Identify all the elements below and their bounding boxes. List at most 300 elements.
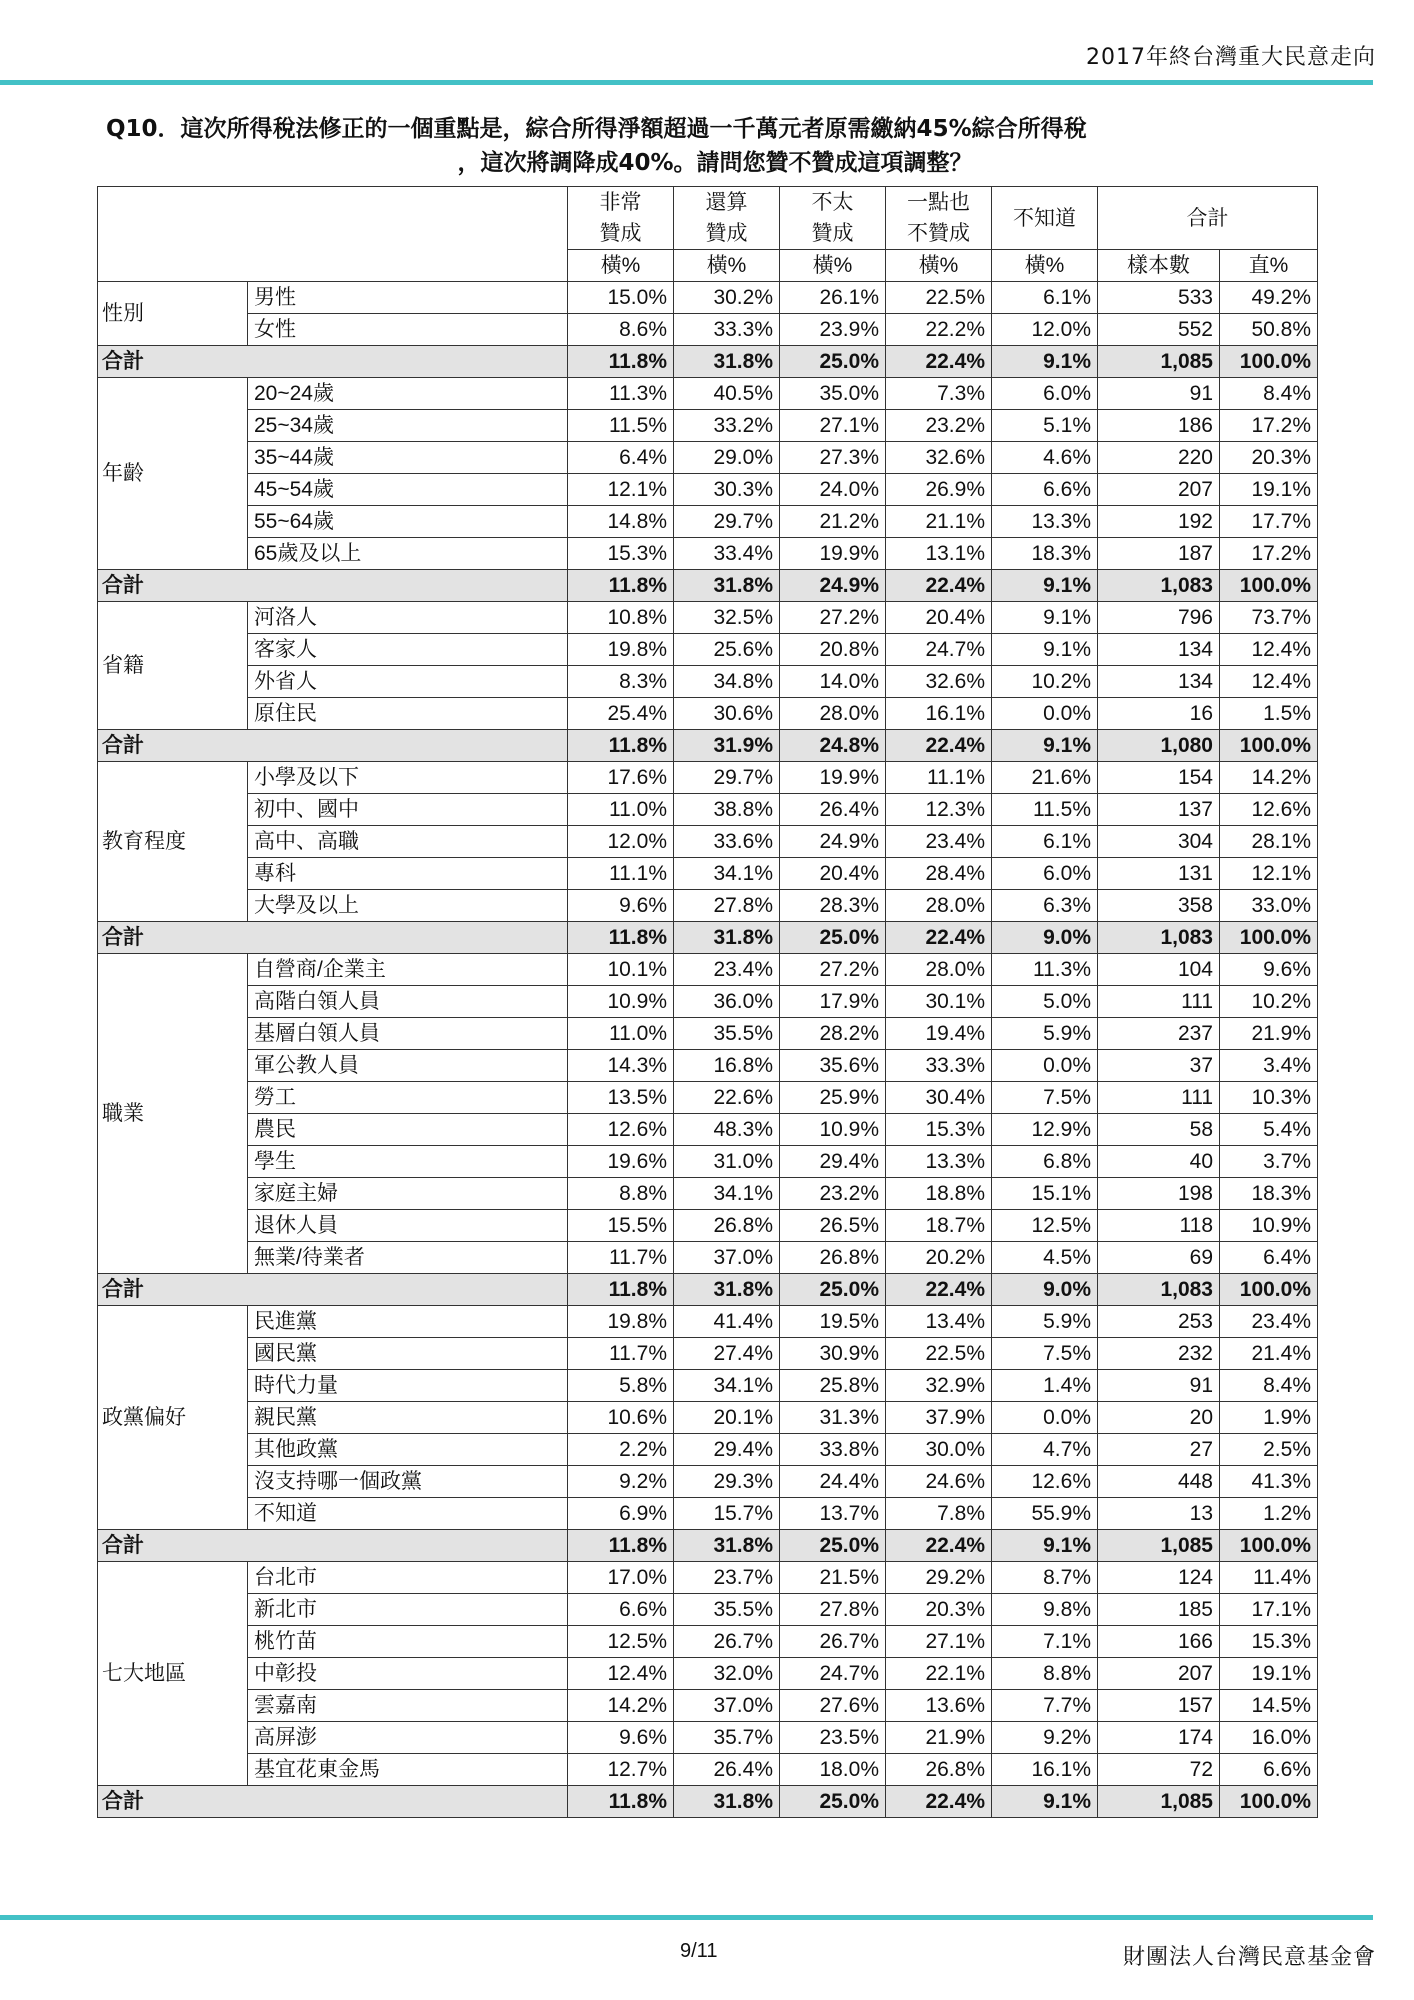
value-cell: 2.2% bbox=[568, 1434, 674, 1466]
value-cell: 0.0% bbox=[992, 698, 1098, 730]
table-row bbox=[98, 314, 1318, 346]
table-row bbox=[98, 1402, 1318, 1434]
total-row bbox=[98, 1274, 1318, 1306]
category-label: 雲嘉南 bbox=[248, 1690, 568, 1722]
question-text bbox=[90, 112, 1340, 180]
value-cell: 9.2% bbox=[568, 1466, 674, 1498]
category-label: 高屏澎 bbox=[248, 1722, 568, 1754]
category-label: 軍公教人員 bbox=[248, 1050, 568, 1082]
value-cell: 40 bbox=[1098, 1146, 1220, 1178]
category-label: 基宜花東金馬 bbox=[248, 1754, 568, 1786]
category-label: 客家人 bbox=[248, 634, 568, 666]
value-cell: 19.6% bbox=[568, 1146, 674, 1178]
value-cell: 20.3% bbox=[1220, 442, 1318, 474]
category-label: 高階白領人員 bbox=[248, 986, 568, 1018]
category-label: 時代力量 bbox=[248, 1370, 568, 1402]
value-cell: 11.7% bbox=[568, 1338, 674, 1370]
group-label: 職業 bbox=[98, 954, 248, 1274]
value-cell: 30.4% bbox=[886, 1082, 992, 1114]
category-label: 女性 bbox=[248, 314, 568, 346]
value-cell: 29.3% bbox=[674, 1466, 780, 1498]
total-value-cell: 31.8% bbox=[674, 570, 780, 602]
value-cell: 5.0% bbox=[992, 986, 1098, 1018]
value-cell: 9.2% bbox=[992, 1722, 1098, 1754]
value-cell: 27 bbox=[1098, 1434, 1220, 1466]
total-value-cell: 11.8% bbox=[568, 730, 674, 762]
value-cell: 27.8% bbox=[780, 1594, 886, 1626]
value-cell: 448 bbox=[1098, 1466, 1220, 1498]
value-cell: 17.2% bbox=[1220, 538, 1318, 570]
category-label: 35~44歲 bbox=[248, 442, 568, 474]
value-cell: 24.0% bbox=[780, 474, 886, 506]
value-cell: 20.2% bbox=[886, 1242, 992, 1274]
value-cell: 12.5% bbox=[992, 1210, 1098, 1242]
table-row bbox=[98, 858, 1318, 890]
category-label: 勞工 bbox=[248, 1082, 568, 1114]
category-label: 大學及以上 bbox=[248, 890, 568, 922]
total-value-cell: 22.4% bbox=[886, 1786, 992, 1818]
value-cell: 18.3% bbox=[992, 538, 1098, 570]
total-value-cell: 1,083 bbox=[1098, 1274, 1220, 1306]
category-label: 高中、高職 bbox=[248, 826, 568, 858]
value-cell: 185 bbox=[1098, 1594, 1220, 1626]
table-row bbox=[98, 474, 1318, 506]
table-row bbox=[98, 794, 1318, 826]
category-label: 新北市 bbox=[248, 1594, 568, 1626]
value-cell: 91 bbox=[1098, 378, 1220, 410]
value-cell: 8.4% bbox=[1220, 1370, 1318, 1402]
value-cell: 28.3% bbox=[780, 890, 886, 922]
value-cell: 35.6% bbox=[780, 1050, 886, 1082]
value-cell: 33.0% bbox=[1220, 890, 1318, 922]
value-cell: 1.4% bbox=[992, 1370, 1098, 1402]
value-cell: 6.6% bbox=[992, 474, 1098, 506]
value-cell: 20.1% bbox=[674, 1402, 780, 1434]
value-cell: 186 bbox=[1098, 410, 1220, 442]
value-cell: 6.6% bbox=[568, 1594, 674, 1626]
table-row bbox=[98, 1626, 1318, 1658]
total-value-cell: 9.0% bbox=[992, 1274, 1098, 1306]
total-label: 合計 bbox=[98, 1274, 568, 1306]
value-cell: 33.8% bbox=[780, 1434, 886, 1466]
value-cell: 21.5% bbox=[780, 1562, 886, 1594]
value-cell: 55.9% bbox=[992, 1498, 1098, 1530]
total-label: 合計 bbox=[98, 570, 568, 602]
value-cell: 11.7% bbox=[568, 1242, 674, 1274]
value-cell: 19.4% bbox=[886, 1018, 992, 1050]
column-subheader: 橫% bbox=[992, 250, 1098, 282]
value-cell: 69 bbox=[1098, 1242, 1220, 1274]
value-cell: 220 bbox=[1098, 442, 1220, 474]
value-cell: 124 bbox=[1098, 1562, 1220, 1594]
category-label: 專科 bbox=[248, 858, 568, 890]
value-cell: 20.3% bbox=[886, 1594, 992, 1626]
value-cell: 23.7% bbox=[674, 1562, 780, 1594]
value-cell: 137 bbox=[1098, 794, 1220, 826]
total-value-cell: 9.1% bbox=[992, 570, 1098, 602]
value-cell: 6.0% bbox=[992, 858, 1098, 890]
value-cell: 12.3% bbox=[886, 794, 992, 826]
column-subheader: 直% bbox=[1220, 250, 1318, 282]
value-cell: 19.9% bbox=[780, 538, 886, 570]
value-cell: 237 bbox=[1098, 1018, 1220, 1050]
value-cell: 21.4% bbox=[1220, 1338, 1318, 1370]
table-row bbox=[98, 1434, 1318, 1466]
value-cell: 20.4% bbox=[886, 602, 992, 634]
value-cell: 25.8% bbox=[780, 1370, 886, 1402]
table-row bbox=[98, 1498, 1318, 1530]
value-cell: 19.1% bbox=[1220, 1658, 1318, 1690]
value-cell: 40.5% bbox=[674, 378, 780, 410]
page-number: 9/11 bbox=[680, 1940, 718, 1962]
total-value-cell: 31.8% bbox=[674, 346, 780, 378]
value-cell: 198 bbox=[1098, 1178, 1220, 1210]
value-cell: 12.4% bbox=[568, 1658, 674, 1690]
value-cell: 33.3% bbox=[674, 314, 780, 346]
group-label: 省籍 bbox=[98, 602, 248, 730]
value-cell: 35.5% bbox=[674, 1018, 780, 1050]
value-cell: 157 bbox=[1098, 1690, 1220, 1722]
value-cell: 11.1% bbox=[568, 858, 674, 890]
value-cell: 9.6% bbox=[1220, 954, 1318, 986]
value-cell: 5.1% bbox=[992, 410, 1098, 442]
value-cell: 24.7% bbox=[780, 1658, 886, 1690]
value-cell: 6.8% bbox=[992, 1146, 1098, 1178]
value-cell: 7.1% bbox=[992, 1626, 1098, 1658]
value-cell: 17.7% bbox=[1220, 506, 1318, 538]
value-cell: 28.1% bbox=[1220, 826, 1318, 858]
table-row bbox=[98, 954, 1318, 986]
value-cell: 4.7% bbox=[992, 1434, 1098, 1466]
table-row bbox=[98, 1114, 1318, 1146]
value-cell: 33.4% bbox=[674, 538, 780, 570]
value-cell: 7.7% bbox=[992, 1690, 1098, 1722]
table-row bbox=[98, 666, 1318, 698]
total-value-cell: 100.0% bbox=[1220, 1786, 1318, 1818]
value-cell: 32.0% bbox=[674, 1658, 780, 1690]
value-cell: 26.4% bbox=[674, 1754, 780, 1786]
group-label: 年齡 bbox=[98, 378, 248, 570]
value-cell: 37.0% bbox=[674, 1242, 780, 1274]
value-cell: 358 bbox=[1098, 890, 1220, 922]
total-value-cell: 22.4% bbox=[886, 1274, 992, 1306]
value-cell: 29.4% bbox=[780, 1146, 886, 1178]
value-cell: 19.9% bbox=[780, 762, 886, 794]
value-cell: 22.5% bbox=[886, 282, 992, 314]
value-cell: 11.0% bbox=[568, 794, 674, 826]
value-cell: 26.1% bbox=[780, 282, 886, 314]
group-label: 教育程度 bbox=[98, 762, 248, 922]
value-cell: 22.2% bbox=[886, 314, 992, 346]
category-label: 退休人員 bbox=[248, 1210, 568, 1242]
total-value-cell: 9.1% bbox=[992, 346, 1098, 378]
value-cell: 131 bbox=[1098, 858, 1220, 890]
total-value-cell: 25.0% bbox=[780, 1786, 886, 1818]
value-cell: 27.4% bbox=[674, 1338, 780, 1370]
value-cell: 28.0% bbox=[886, 954, 992, 986]
total-value-cell: 25.0% bbox=[780, 346, 886, 378]
value-cell: 12.0% bbox=[992, 314, 1098, 346]
value-cell: 11.0% bbox=[568, 1018, 674, 1050]
value-cell: 27.1% bbox=[886, 1626, 992, 1658]
value-cell: 12.0% bbox=[568, 826, 674, 858]
value-cell: 73.7% bbox=[1220, 602, 1318, 634]
value-cell: 20.8% bbox=[780, 634, 886, 666]
value-cell: 4.5% bbox=[992, 1242, 1098, 1274]
value-cell: 9.1% bbox=[992, 634, 1098, 666]
value-cell: 10.9% bbox=[780, 1114, 886, 1146]
category-label: 男性 bbox=[248, 282, 568, 314]
value-cell: 30.6% bbox=[674, 698, 780, 730]
value-cell: 32.9% bbox=[886, 1370, 992, 1402]
value-cell: 10.2% bbox=[1220, 986, 1318, 1018]
value-cell: 14.8% bbox=[568, 506, 674, 538]
value-cell: 111 bbox=[1098, 1082, 1220, 1114]
value-cell: 1.9% bbox=[1220, 1402, 1318, 1434]
table-row bbox=[98, 1466, 1318, 1498]
value-cell: 26.7% bbox=[674, 1626, 780, 1658]
category-label: 自營商/企業主 bbox=[248, 954, 568, 986]
category-label: 國民黨 bbox=[248, 1338, 568, 1370]
value-cell: 207 bbox=[1098, 474, 1220, 506]
table-row bbox=[98, 1338, 1318, 1370]
table-row bbox=[98, 826, 1318, 858]
value-cell: 118 bbox=[1098, 1210, 1220, 1242]
total-value-cell: 22.4% bbox=[886, 922, 992, 954]
value-cell: 22.1% bbox=[886, 1658, 992, 1690]
table-row bbox=[98, 1690, 1318, 1722]
table-row bbox=[98, 1178, 1318, 1210]
value-cell: 26.7% bbox=[780, 1626, 886, 1658]
table-row bbox=[98, 1754, 1318, 1786]
value-cell: 9.1% bbox=[992, 602, 1098, 634]
total-value-cell: 100.0% bbox=[1220, 730, 1318, 762]
value-cell: 26.8% bbox=[780, 1242, 886, 1274]
value-cell: 21.6% bbox=[992, 762, 1098, 794]
value-cell: 15.0% bbox=[568, 282, 674, 314]
value-cell: 12.6% bbox=[992, 1466, 1098, 1498]
total-value-cell: 24.9% bbox=[780, 570, 886, 602]
total-value-cell: 31.8% bbox=[674, 1274, 780, 1306]
value-cell: 30.2% bbox=[674, 282, 780, 314]
value-cell: 13.3% bbox=[992, 506, 1098, 538]
table-row bbox=[98, 442, 1318, 474]
value-cell: 15.5% bbox=[568, 1210, 674, 1242]
value-cell: 23.2% bbox=[780, 1178, 886, 1210]
value-cell: 30.1% bbox=[886, 986, 992, 1018]
table-row bbox=[98, 1146, 1318, 1178]
value-cell: 552 bbox=[1098, 314, 1220, 346]
value-cell: 23.5% bbox=[780, 1722, 886, 1754]
value-cell: 11.3% bbox=[568, 378, 674, 410]
total-label: 合計 bbox=[98, 922, 568, 954]
value-cell: 26.9% bbox=[886, 474, 992, 506]
value-cell: 24.4% bbox=[780, 1466, 886, 1498]
value-cell: 36.0% bbox=[674, 986, 780, 1018]
value-cell: 18.0% bbox=[780, 1754, 886, 1786]
column-header: 還算 贊成 bbox=[674, 187, 780, 250]
value-cell: 22.6% bbox=[674, 1082, 780, 1114]
category-label: 原住民 bbox=[248, 698, 568, 730]
table-row bbox=[98, 1370, 1318, 1402]
table-row bbox=[98, 698, 1318, 730]
value-cell: 15.7% bbox=[674, 1498, 780, 1530]
total-value-cell: 11.8% bbox=[568, 570, 674, 602]
value-cell: 25.9% bbox=[780, 1082, 886, 1114]
value-cell: 13.4% bbox=[886, 1306, 992, 1338]
value-cell: 10.8% bbox=[568, 602, 674, 634]
value-cell: 11.5% bbox=[568, 410, 674, 442]
value-cell: 19.1% bbox=[1220, 474, 1318, 506]
value-cell: 3.4% bbox=[1220, 1050, 1318, 1082]
category-label: 65歲及以上 bbox=[248, 538, 568, 570]
table-row bbox=[98, 1562, 1318, 1594]
value-cell: 17.9% bbox=[780, 986, 886, 1018]
value-cell: 41.3% bbox=[1220, 1466, 1318, 1498]
group-label: 政黨偏好 bbox=[98, 1306, 248, 1530]
total-value-cell: 100.0% bbox=[1220, 1530, 1318, 1562]
total-label: 合計 bbox=[98, 1786, 568, 1818]
category-label: 桃竹苗 bbox=[248, 1626, 568, 1658]
category-label: 25~34歲 bbox=[248, 410, 568, 442]
value-cell: 29.7% bbox=[674, 506, 780, 538]
value-cell: 9.6% bbox=[568, 890, 674, 922]
total-value-cell: 11.8% bbox=[568, 1786, 674, 1818]
table-row bbox=[98, 986, 1318, 1018]
category-label: 無業/待業者 bbox=[248, 1242, 568, 1274]
value-cell: 14.0% bbox=[780, 666, 886, 698]
total-label: 合計 bbox=[98, 730, 568, 762]
value-cell: 12.4% bbox=[1220, 634, 1318, 666]
category-label: 河洛人 bbox=[248, 602, 568, 634]
value-cell: 38.8% bbox=[674, 794, 780, 826]
value-cell: 50.8% bbox=[1220, 314, 1318, 346]
value-cell: 35.0% bbox=[780, 378, 886, 410]
total-value-cell: 1,083 bbox=[1098, 922, 1220, 954]
value-cell: 6.1% bbox=[992, 282, 1098, 314]
value-cell: 13.7% bbox=[780, 1498, 886, 1530]
value-cell: 18.3% bbox=[1220, 1178, 1318, 1210]
total-value-cell: 22.4% bbox=[886, 570, 992, 602]
group-label: 性別 bbox=[98, 282, 248, 346]
value-cell: 35.7% bbox=[674, 1722, 780, 1754]
value-cell: 253 bbox=[1098, 1306, 1220, 1338]
total-value-cell: 100.0% bbox=[1220, 1274, 1318, 1306]
value-cell: 207 bbox=[1098, 1658, 1220, 1690]
value-cell: 15.1% bbox=[992, 1178, 1098, 1210]
value-cell: 24.6% bbox=[886, 1466, 992, 1498]
value-cell: 10.6% bbox=[568, 1402, 674, 1434]
value-cell: 33.6% bbox=[674, 826, 780, 858]
table-row bbox=[98, 890, 1318, 922]
total-value-cell: 100.0% bbox=[1220, 346, 1318, 378]
value-cell: 6.4% bbox=[1220, 1242, 1318, 1274]
value-cell: 19.8% bbox=[568, 1306, 674, 1338]
table-row bbox=[98, 506, 1318, 538]
value-cell: 6.6% bbox=[1220, 1754, 1318, 1786]
total-row bbox=[98, 1786, 1318, 1818]
value-cell: 37.9% bbox=[886, 1402, 992, 1434]
value-cell: 10.9% bbox=[1220, 1210, 1318, 1242]
value-cell: 28.4% bbox=[886, 858, 992, 890]
value-cell: 10.2% bbox=[992, 666, 1098, 698]
value-cell: 14.2% bbox=[568, 1690, 674, 1722]
value-cell: 27.2% bbox=[780, 954, 886, 986]
category-label: 45~54歲 bbox=[248, 474, 568, 506]
category-label: 小學及以下 bbox=[248, 762, 568, 794]
value-cell: 28.0% bbox=[780, 698, 886, 730]
value-cell: 13.1% bbox=[886, 538, 992, 570]
value-cell: 16.0% bbox=[1220, 1722, 1318, 1754]
value-cell: 13.6% bbox=[886, 1690, 992, 1722]
value-cell: 8.4% bbox=[1220, 378, 1318, 410]
value-cell: 32.5% bbox=[674, 602, 780, 634]
total-value-cell: 1,085 bbox=[1098, 346, 1220, 378]
category-label: 外省人 bbox=[248, 666, 568, 698]
value-cell: 8.3% bbox=[568, 666, 674, 698]
total-value-cell: 11.8% bbox=[568, 1274, 674, 1306]
value-cell: 27.8% bbox=[674, 890, 780, 922]
group-label: 七大地區 bbox=[98, 1562, 248, 1786]
column-header: 合計 bbox=[1098, 187, 1318, 250]
value-cell: 13.3% bbox=[886, 1146, 992, 1178]
value-cell: 11.3% bbox=[992, 954, 1098, 986]
total-value-cell: 25.0% bbox=[780, 1274, 886, 1306]
category-label: 學生 bbox=[248, 1146, 568, 1178]
value-cell: 23.4% bbox=[1220, 1306, 1318, 1338]
total-value-cell: 9.1% bbox=[992, 1786, 1098, 1818]
value-cell: 19.8% bbox=[568, 634, 674, 666]
value-cell: 23.2% bbox=[886, 410, 992, 442]
value-cell: 34.1% bbox=[674, 1370, 780, 1402]
total-row bbox=[98, 346, 1318, 378]
total-row bbox=[98, 570, 1318, 602]
total-value-cell: 1,085 bbox=[1098, 1786, 1220, 1818]
column-header: 非常 贊成 bbox=[568, 187, 674, 250]
value-cell: 14.3% bbox=[568, 1050, 674, 1082]
value-cell: 533 bbox=[1098, 282, 1220, 314]
value-cell: 26.5% bbox=[780, 1210, 886, 1242]
value-cell: 23.9% bbox=[780, 314, 886, 346]
value-cell: 18.7% bbox=[886, 1210, 992, 1242]
value-cell: 27.6% bbox=[780, 1690, 886, 1722]
report-title: 2017年終台灣重大民意走向 bbox=[1086, 45, 1376, 70]
value-cell: 28.0% bbox=[886, 890, 992, 922]
value-cell: 12.9% bbox=[992, 1114, 1098, 1146]
value-cell: 31.0% bbox=[674, 1146, 780, 1178]
total-value-cell: 22.4% bbox=[886, 346, 992, 378]
value-cell: 20 bbox=[1098, 1402, 1220, 1434]
table-row bbox=[98, 410, 1318, 442]
total-value-cell: 1,085 bbox=[1098, 1530, 1220, 1562]
value-cell: 16.1% bbox=[886, 698, 992, 730]
value-cell: 2.5% bbox=[1220, 1434, 1318, 1466]
total-value-cell: 24.8% bbox=[780, 730, 886, 762]
total-value-cell: 31.8% bbox=[674, 1530, 780, 1562]
total-value-cell: 9.1% bbox=[992, 1530, 1098, 1562]
total-value-cell: 22.4% bbox=[886, 730, 992, 762]
table-row bbox=[98, 1018, 1318, 1050]
column-header: 一點也 不贊成 bbox=[886, 187, 992, 250]
table-row bbox=[98, 1594, 1318, 1626]
value-cell: 29.7% bbox=[674, 762, 780, 794]
table-row bbox=[98, 282, 1318, 314]
value-cell: 14.5% bbox=[1220, 1690, 1318, 1722]
total-value-cell: 22.4% bbox=[886, 1530, 992, 1562]
total-row bbox=[98, 730, 1318, 762]
value-cell: 8.6% bbox=[568, 314, 674, 346]
value-cell: 8.7% bbox=[992, 1562, 1098, 1594]
